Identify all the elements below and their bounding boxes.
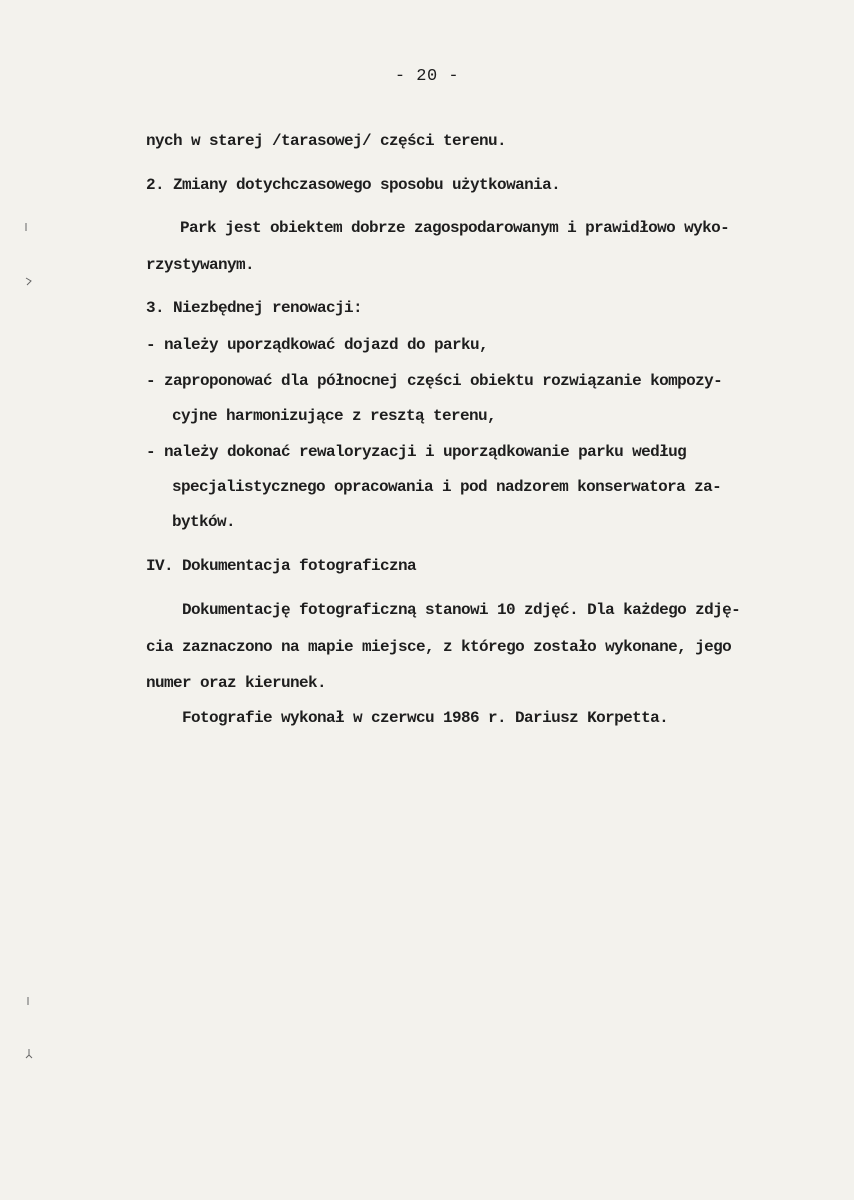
text-line: specjalistycznego opracowania i pod nadzorem konserwatora za- (172, 478, 722, 496)
text-line: bytków. (172, 513, 236, 531)
section-heading: IV. Dokumentacja fotograficzna (146, 557, 417, 575)
text-line: Fotografie wykonał w czerwcu 1986 r. Dariusz Korpetta. (182, 709, 669, 727)
list-item: - zaproponować dla północnej części obiektu rozwiązanie kompozy- (146, 372, 723, 390)
text-line: nych w starej /tarasowej/ części terenu. (146, 132, 507, 150)
list-item: - należy dokonać rewaloryzacji i uporządkowanie parku według (146, 443, 687, 461)
text-line: Park jest obiektem dobrze zagospodarowanym i prawidłowo wyko- (180, 219, 730, 237)
text-line: cia zaznaczono na mapie miejsce, z którego zostało wykonane, jego (146, 638, 732, 656)
page-number: - 20 - (394, 67, 460, 86)
section-heading: 3. Niezbędnej renowacji: (146, 299, 363, 317)
margin-mark-icon (22, 222, 30, 232)
margin-mark-icon (24, 996, 32, 1006)
text-line: Dokumentację fotograficzną stanowi 10 zdjęć. Dla każdego zdję- (182, 601, 741, 619)
margin-mark-icon (24, 276, 34, 286)
text-line: rzystywanym. (146, 256, 255, 274)
list-item: - należy uporządkować dojazd do parku, (146, 336, 489, 354)
section-heading: 2. Zmiany dotychczasowego sposobu użytkowania. (146, 176, 561, 194)
margin-mark-icon (24, 1048, 34, 1060)
text-line: cyjne harmonizujące z resztą terenu, (172, 407, 497, 425)
text-line: numer oraz kierunek. (146, 674, 327, 692)
